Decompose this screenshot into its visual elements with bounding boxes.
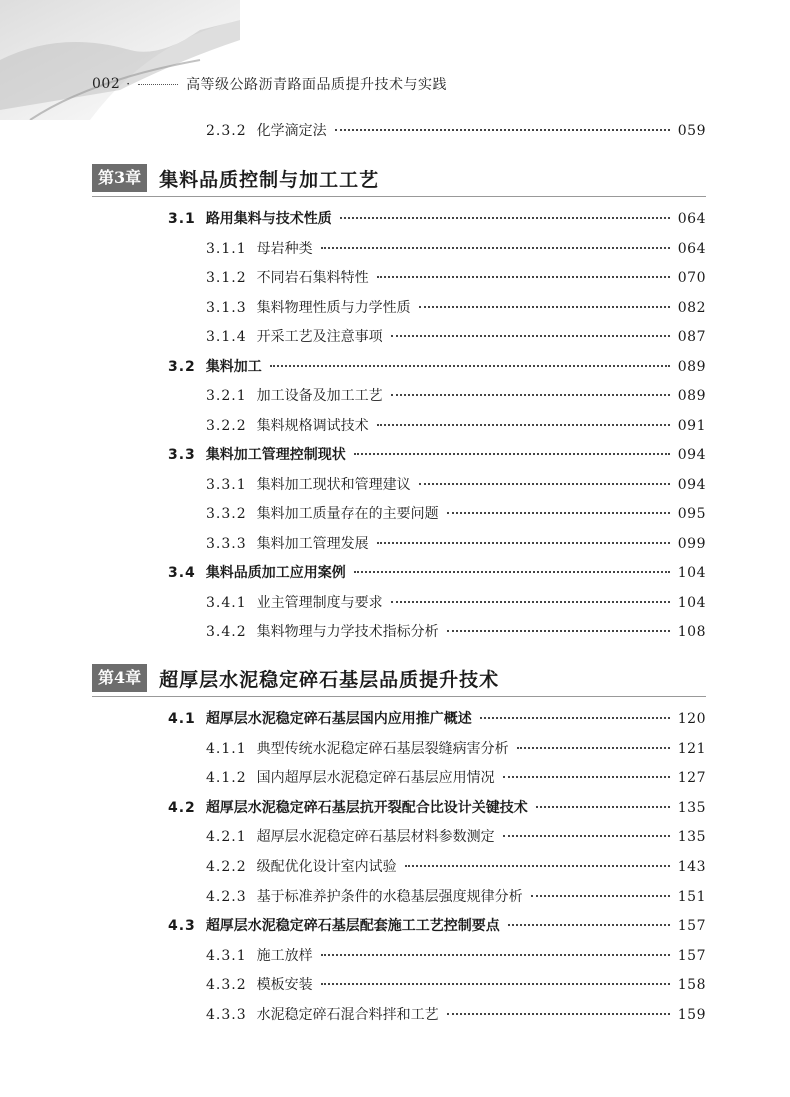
entry-page: 087: [677, 329, 706, 345]
entry-number: 4.2.1: [206, 829, 247, 846]
entry-number: 3.3.1: [206, 476, 247, 493]
entry-label: 国内超厚层水泥稳定碎石基层应用情况: [256, 770, 495, 787]
entry-label: 级配优化设计室内试验: [256, 859, 397, 875]
toc-section-entry[interactable]: [168, 356, 706, 378]
entry-number: 3.2: [168, 358, 196, 375]
toc-subsection-entry[interactable]: [206, 503, 706, 525]
entry-number: 3.2.2: [206, 417, 247, 434]
dot-leader: [340, 217, 670, 219]
entry-page: 127: [677, 770, 706, 787]
entry-label: 不同岩石集料特性: [256, 270, 369, 286]
entry-number: 3.1.2: [206, 270, 247, 286]
dot-leader: [419, 483, 670, 485]
dot-leader: [503, 776, 670, 778]
dot-leader: [503, 835, 670, 837]
entry-page: 157: [677, 918, 706, 935]
toc-subsection-entry[interactable]: [206, 621, 706, 643]
entry-number: 4.1.1: [206, 740, 247, 757]
toc-subsection-entry[interactable]: [206, 533, 706, 555]
entry-number: 3.4.2: [206, 624, 247, 640]
dot-leader: [391, 394, 670, 396]
entry-number: 4.3.2: [206, 977, 247, 994]
toc-subsection-entry[interactable]: [206, 738, 706, 760]
entry-label: 集料加工: [205, 358, 262, 375]
dot-leader: [405, 865, 670, 867]
toc-subsection-entry[interactable]: [206, 238, 706, 260]
entry-number: 2.3.2: [206, 123, 247, 139]
entry-page: 104: [677, 594, 706, 611]
entry-label: 超厚层水泥稳定碎石基层配套施工工艺控制要点: [205, 918, 500, 935]
toc-subsection-entry[interactable]: [206, 945, 706, 967]
dot-leader: [391, 601, 670, 603]
toc-subsection-entry[interactable]: [206, 856, 706, 878]
chapter-rule: [92, 196, 706, 197]
header-rule: [138, 84, 178, 85]
dot-leader: [447, 630, 670, 632]
entry-page: 135: [677, 829, 706, 846]
toc-subsection-entry[interactable]: [206, 767, 706, 789]
entry-label: 集料物理性质与力学性质: [256, 299, 411, 316]
chapter-badge: 第3章: [92, 164, 147, 192]
chapter-rule: [92, 696, 706, 697]
dot-leader: [517, 747, 670, 749]
toc-section-entry[interactable]: [168, 797, 706, 819]
dot-leader: [377, 276, 670, 278]
entry-label: 基于标准养护条件的水稳基层强度规律分析: [256, 888, 523, 905]
entry-number: 4.2: [168, 799, 196, 816]
dot-leader: [335, 129, 670, 131]
toc-subsection-entry[interactable]: [206, 297, 706, 319]
entry-page: 095: [677, 506, 706, 522]
toc-subsection-entry[interactable]: [206, 385, 706, 407]
entry-number: 3.1: [168, 211, 196, 227]
entry-page: 104: [677, 565, 706, 581]
entry-page: 094: [677, 476, 706, 493]
entry-page: 159: [677, 1007, 706, 1023]
book-title: 高等级公路沥青路面品质提升技术与实践: [186, 77, 448, 93]
page-number: 002: [92, 76, 121, 92]
entry-number: 3.3: [168, 447, 196, 463]
toc-subsection-entry[interactable]: [206, 974, 706, 996]
entry-label: 集料加工现状和管理建议: [256, 476, 411, 493]
header-decoration-image: [0, 0, 240, 120]
toc-section-entry[interactable]: [168, 915, 706, 937]
entry-number: 3.2.1: [206, 388, 247, 404]
entry-number: 4.1: [168, 711, 196, 727]
dot-leader: [391, 335, 670, 337]
entry-page: 064: [677, 211, 706, 227]
entry-label: 超厚层水泥稳定碎石基层国内应用推广概述: [205, 711, 472, 727]
entry-number: 3.1.3: [206, 299, 247, 316]
entry-page: 070: [677, 270, 706, 286]
entry-page: 089: [677, 388, 706, 404]
toc-section-entry[interactable]: [168, 562, 706, 584]
dot-leader: [377, 542, 670, 544]
entry-number: 4.3: [168, 918, 196, 935]
entry-page: 143: [677, 859, 706, 875]
toc-section-entry[interactable]: [168, 208, 706, 230]
chapter-title: 集料品质控制与加工工艺: [159, 168, 380, 191]
entry-number: 3.3.3: [206, 535, 247, 552]
entry-page: 089: [677, 358, 706, 375]
entry-page: 059: [677, 123, 706, 139]
entry-page: 094: [677, 447, 706, 463]
entry-label: 加工设备及加工工艺: [256, 388, 383, 404]
entry-label: 超厚层水泥稳定碎石基层材料参数测定: [256, 829, 495, 846]
chapter-title: 超厚层水泥稳定碎石基层品质提升技术: [159, 668, 500, 691]
dot-leader: [447, 512, 670, 514]
entry-label: 业主管理制度与要求: [256, 594, 383, 611]
entry-label: 开采工艺及注意事项: [256, 329, 383, 345]
chapter-badge: 第4章: [92, 664, 147, 692]
entry-label: 集料加工管理发展: [256, 535, 369, 552]
dot-leader: [508, 924, 670, 926]
entry-label: 模板安装: [256, 977, 313, 994]
dot-leader: [270, 365, 670, 367]
dot-leader: [536, 806, 670, 808]
entry-number: 4.2.3: [206, 888, 247, 905]
dot-leader: [531, 895, 670, 897]
toc-subsection-entry[interactable]: [206, 1004, 706, 1026]
entry-page: 157: [677, 947, 706, 964]
entry-number: 3.1.4: [206, 329, 247, 345]
entry-page: 099: [677, 535, 706, 552]
toc-subsection-entry[interactable]: [206, 592, 706, 614]
entry-label: 集料加工管理控制现状: [205, 447, 346, 463]
entry-page: 091: [677, 417, 706, 434]
entry-number: 4.2.2: [206, 859, 247, 875]
dot-leader: [419, 306, 670, 308]
dot-leader: [447, 1013, 670, 1015]
toc-subsection-entry[interactable]: [206, 415, 706, 437]
entry-page: 158: [677, 977, 706, 994]
toc-subsection-entry[interactable]: [206, 886, 706, 908]
entry-page: 120: [677, 711, 706, 727]
separator-dot: ·: [126, 77, 131, 91]
entry-label: 超厚层水泥稳定碎石基层抗开裂配合比设计关键技术: [205, 799, 528, 816]
entry-label: 集料加工质量存在的主要问题: [256, 506, 439, 522]
dot-leader: [321, 247, 670, 249]
entry-label: 施工放样: [256, 947, 313, 964]
entry-label: 母岩种类: [256, 240, 313, 257]
toc-section-entry[interactable]: [168, 444, 706, 466]
entry-page: 151: [677, 888, 706, 905]
toc-subsection-entry[interactable]: [206, 267, 706, 289]
entry-label: 路用集料与技术性质: [205, 211, 332, 227]
running-header: [92, 74, 447, 94]
entry-label: 典型传统水泥稳定碎石基层裂缝病害分析: [256, 740, 509, 757]
dot-leader: [377, 424, 670, 426]
toc-entry[interactable]: [206, 120, 706, 142]
entry-label: 水泥稳定碎石混合料拌和工艺: [256, 1007, 439, 1023]
toc-subsection-entry[interactable]: [206, 474, 706, 496]
entry-number: 3.1.1: [206, 240, 247, 257]
chapter-heading-4[interactable]: [92, 664, 706, 692]
entry-page: 135: [677, 799, 706, 816]
dot-leader: [354, 571, 670, 573]
entry-page: 064: [677, 240, 706, 257]
entry-label: 集料物理与力学技术指标分析: [256, 624, 439, 640]
dot-leader: [321, 983, 670, 985]
entry-number: 3.3.2: [206, 506, 247, 522]
entry-page: 121: [677, 740, 706, 757]
toc-subsection-entry[interactable]: [206, 326, 706, 348]
dot-leader: [321, 954, 670, 956]
entry-label: 集料规格调试技术: [256, 417, 369, 434]
dot-leader: [480, 717, 670, 719]
entry-label: 化学滴定法: [256, 123, 327, 139]
entry-page: 082: [677, 299, 706, 316]
entry-number: 4.3.1: [206, 947, 247, 964]
entry-number: 4.1.2: [206, 770, 247, 787]
entry-number: 4.3.3: [206, 1007, 247, 1023]
entry-page: 108: [677, 624, 706, 640]
chapter-heading-3[interactable]: [92, 164, 706, 192]
toc-subsection-entry[interactable]: [206, 826, 706, 848]
entry-number: 3.4.1: [206, 594, 247, 611]
entry-label: 集料品质加工应用案例: [205, 565, 346, 581]
entry-number: 3.4: [168, 565, 196, 581]
toc-section-entry[interactable]: [168, 708, 706, 730]
dot-leader: [354, 453, 670, 455]
